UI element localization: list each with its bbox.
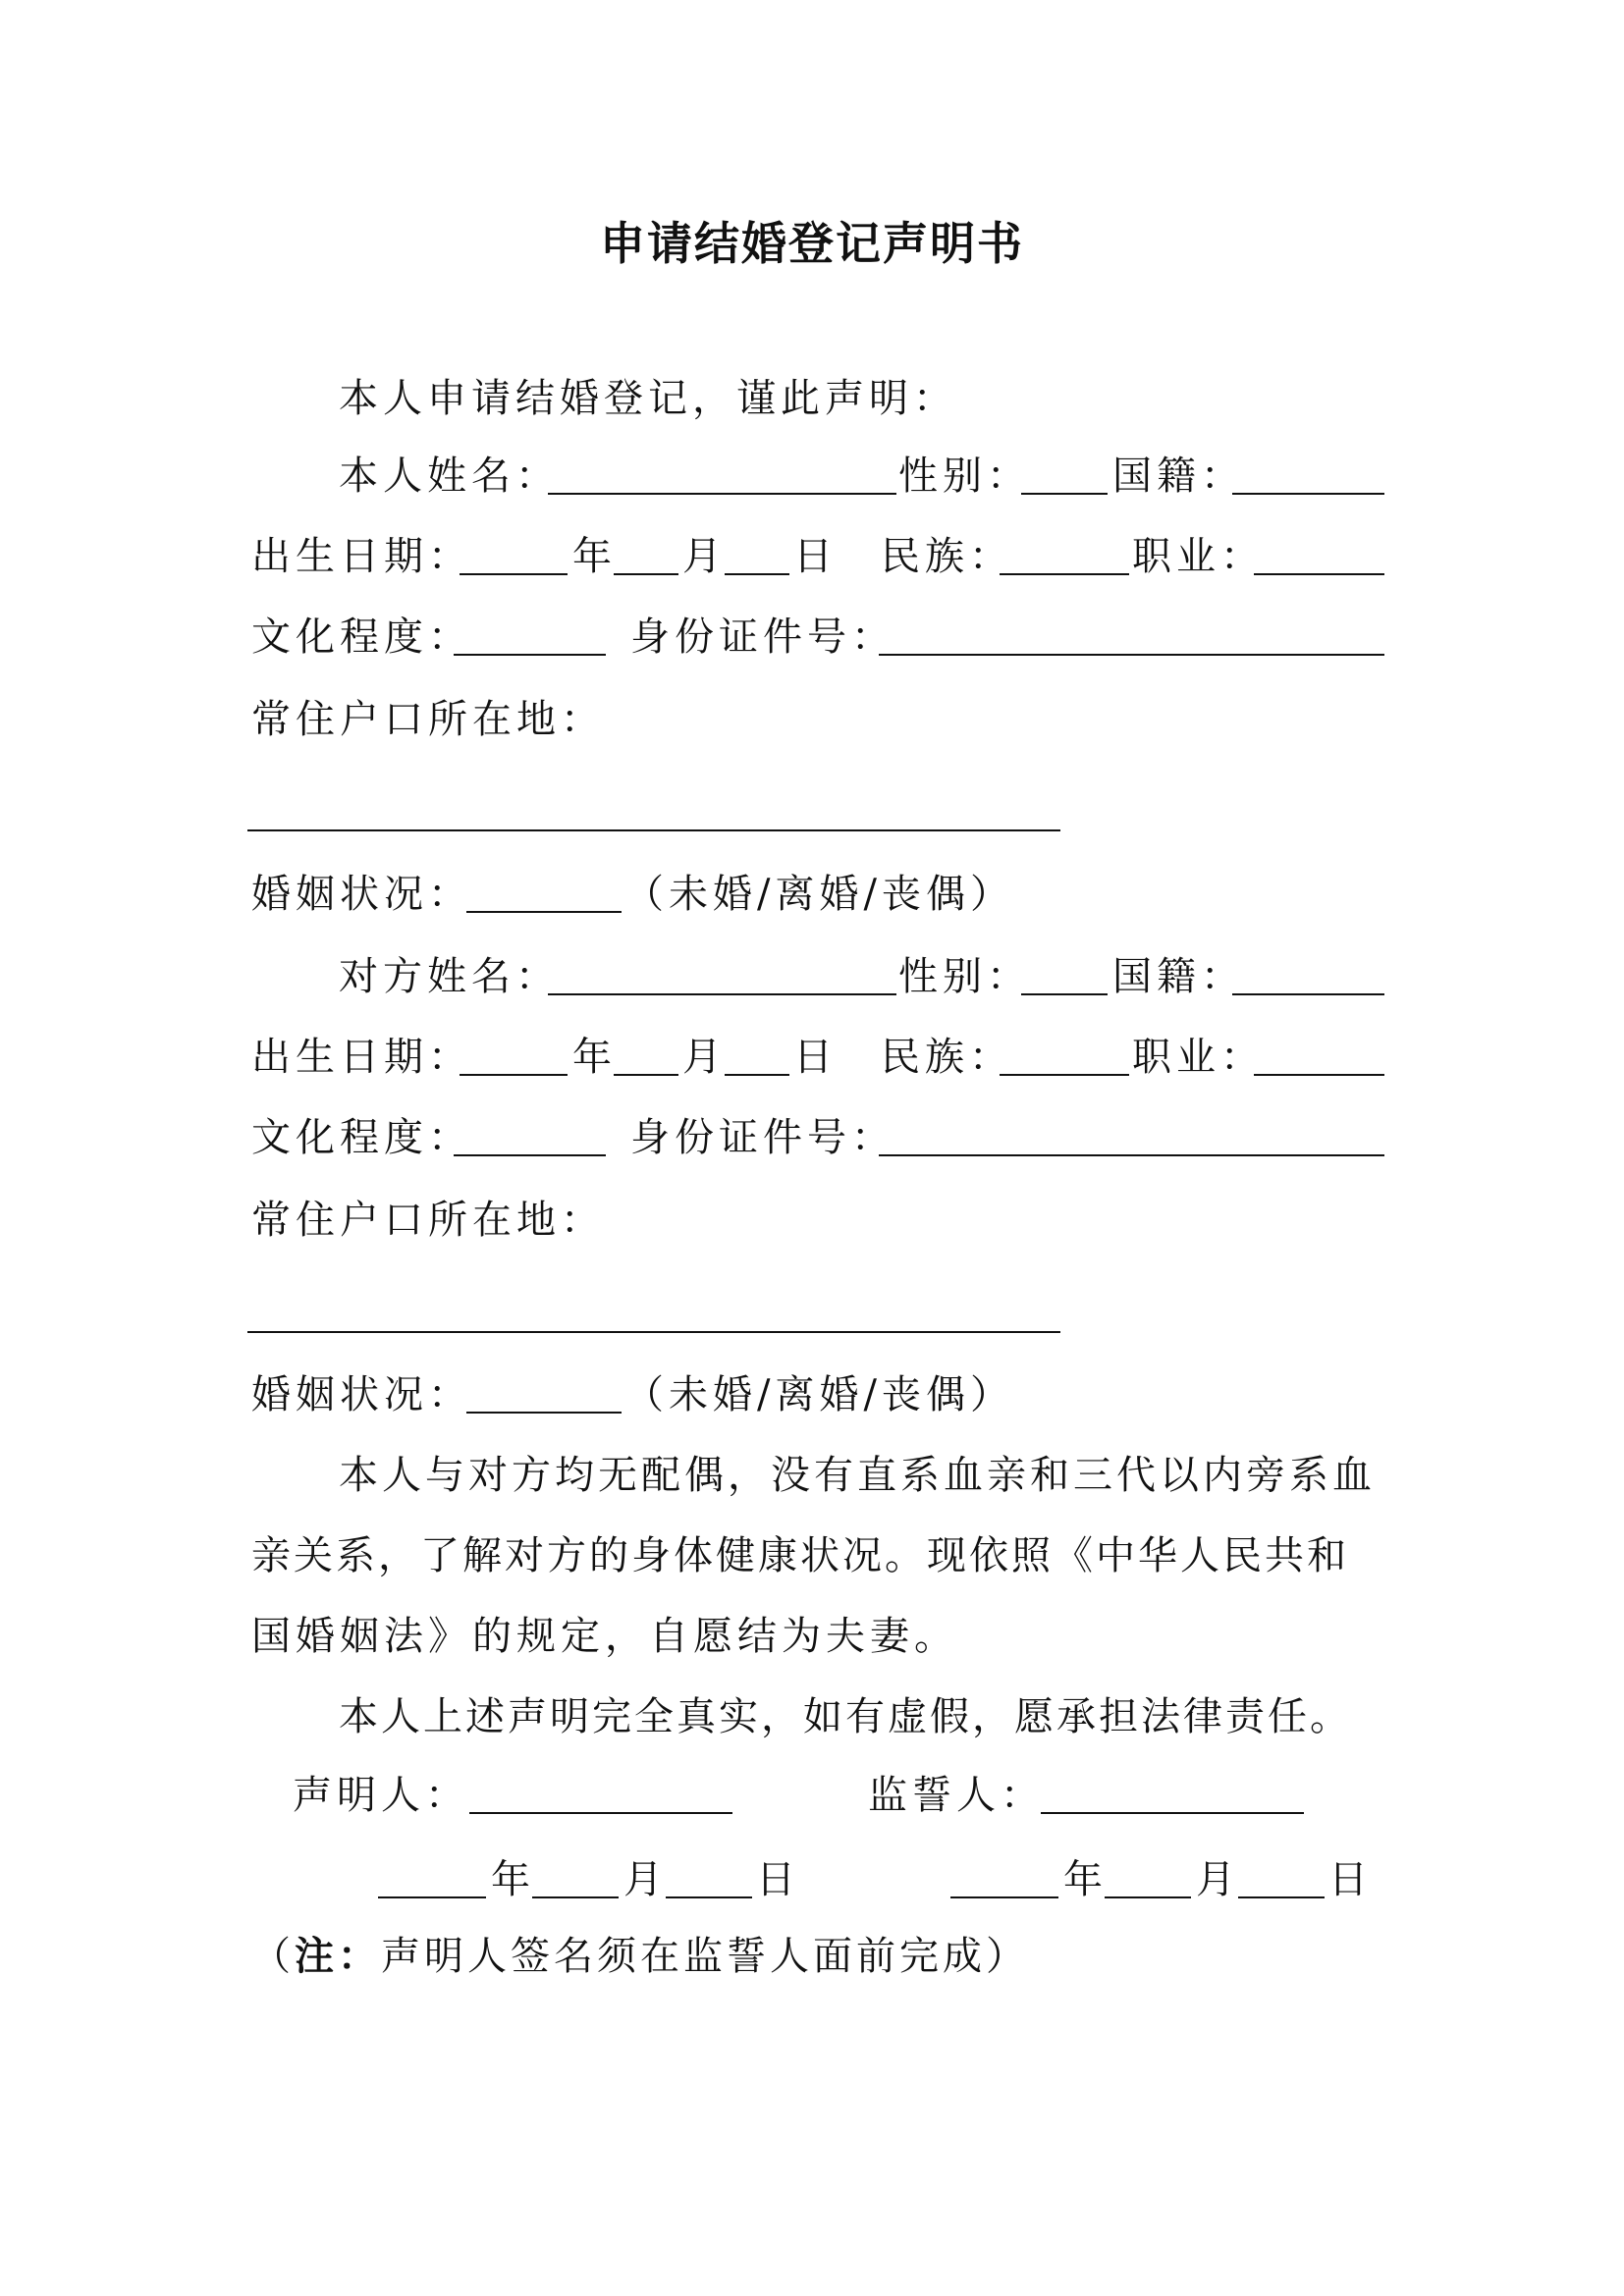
declarant-label: 声明人：	[293, 1773, 469, 1818]
declaration-text-2: 亲关系，了解对方的身体健康状况。现依照《中华人民共和	[251, 1533, 1349, 1578]
supervisor-signature-field[interactable]	[1041, 1812, 1304, 1814]
partner-ethnicity-field[interactable]	[1000, 1074, 1129, 1076]
self-marital-options: （未婚/离婚/丧偶）	[624, 872, 1014, 917]
declaration-text-4: 本人上述声明完全真实，如有虚假，愿承担法律责任。	[339, 1694, 1352, 1739]
partner-nationality-label: 国籍：	[1112, 954, 1245, 999]
partner-birth-year-field[interactable]	[460, 1074, 568, 1076]
self-marital-label: 婚姻状况：	[251, 872, 472, 917]
supervisor-label: 监誓人：	[868, 1773, 1045, 1818]
self-nationality-field[interactable]	[1232, 493, 1384, 495]
self-residence-row	[0, 690, 1624, 749]
supervisor-day-field[interactable]	[1238, 1896, 1325, 1898]
partner-month-unit: 月	[682, 1035, 727, 1080]
partner-name-field[interactable]	[548, 993, 896, 995]
self-month-unit: 月	[682, 534, 727, 579]
supervisor-year-field[interactable]	[950, 1896, 1058, 1898]
self-birth-row	[0, 527, 1624, 586]
self-residence-field[interactable]	[247, 829, 1060, 831]
self-id-label: 身份证件号：	[630, 614, 895, 660]
declarant-day-unit: 日	[756, 1857, 800, 1902]
self-birth-label: 出生日期：	[251, 534, 472, 579]
partner-day-unit: 日	[793, 1035, 838, 1080]
note-bold-label: 注：	[295, 1934, 381, 1979]
partner-id-field[interactable]	[879, 1154, 1384, 1156]
partner-education-row	[0, 1108, 1624, 1167]
note-body: 声明人签名须在监誓人面前完成）	[381, 1934, 1029, 1979]
partner-ethnicity-label: 民族：	[881, 1035, 1013, 1080]
partner-birth-day-field[interactable]	[725, 1074, 789, 1076]
page-title: 申请结婚登记声明书	[600, 217, 1024, 270]
partner-nationality-field[interactable]	[1232, 993, 1384, 995]
self-gender-field[interactable]	[1021, 493, 1108, 495]
self-ethnicity-field[interactable]	[1000, 573, 1129, 575]
declaration-line-4	[0, 1687, 1624, 1746]
partner-birth-row	[0, 1028, 1624, 1087]
declarant-year-field[interactable]	[378, 1896, 486, 1898]
self-name-row	[0, 447, 1624, 506]
supervisor-year-unit: 年	[1063, 1857, 1108, 1902]
partner-birth-label: 出生日期：	[251, 1035, 472, 1080]
partner-birth-month-field[interactable]	[614, 1074, 678, 1076]
partner-education-label: 文化程度：	[251, 1115, 472, 1160]
declarant-day-field[interactable]	[666, 1896, 752, 1898]
partner-education-field[interactable]	[454, 1154, 606, 1156]
intro-line	[0, 369, 1624, 428]
self-ethnicity-label: 民族：	[881, 534, 1013, 579]
partner-gender-field[interactable]	[1021, 993, 1108, 995]
self-id-field[interactable]	[879, 654, 1384, 656]
self-education-row	[0, 608, 1624, 667]
self-gender-label: 性别：	[898, 454, 1031, 499]
supervisor-day-unit: 日	[1328, 1857, 1373, 1902]
self-occupation-field[interactable]	[1254, 573, 1384, 575]
partner-residence-row	[0, 1191, 1624, 1250]
self-marital-row	[0, 865, 1624, 924]
self-residence-label: 常住户口所在地：	[251, 697, 605, 742]
declaration-text-1: 本人与对方均无配偶，没有直系血亲和三代以内旁系血	[339, 1453, 1376, 1498]
partner-marital-label: 婚姻状况：	[251, 1372, 472, 1417]
self-education-label: 文化程度：	[251, 614, 472, 660]
partner-occupation-label: 职业：	[1132, 1035, 1265, 1080]
intro-text: 本人申请结婚登记，谨此声明：	[339, 376, 957, 421]
signature-row	[0, 1766, 1624, 1825]
partner-marital-options: （未婚/离婚/丧偶）	[624, 1372, 1014, 1417]
self-name-label: 本人姓名：	[339, 454, 560, 499]
declarant-month-unit: 月	[623, 1857, 668, 1902]
partner-name-row	[0, 947, 1624, 1006]
supervisor-month-unit: 月	[1196, 1857, 1240, 1902]
self-year-unit: 年	[572, 534, 617, 579]
declaration-text-3: 国婚姻法》的规定，自愿结为夫妻。	[251, 1614, 958, 1659]
self-occupation-label: 职业：	[1132, 534, 1265, 579]
self-marital-field[interactable]	[466, 911, 622, 913]
note-open-paren: （	[251, 1934, 295, 1979]
declaration-line-2	[0, 1526, 1624, 1585]
self-name-field[interactable]	[548, 493, 896, 495]
partner-marital-field[interactable]	[466, 1412, 622, 1414]
supervisor-month-field[interactable]	[1105, 1896, 1191, 1898]
partner-gender-label: 性别：	[898, 954, 1031, 999]
self-day-unit: 日	[793, 534, 838, 579]
note-text	[251, 1927, 1029, 1986]
partner-year-unit: 年	[572, 1035, 617, 1080]
declarant-signature-field[interactable]	[469, 1812, 732, 1814]
partner-marital-row	[0, 1365, 1624, 1424]
note-row	[0, 1927, 1624, 1986]
partner-occupation-field[interactable]	[1254, 1074, 1384, 1076]
self-nationality-label: 国籍：	[1112, 454, 1245, 499]
signature-date-row	[0, 1850, 1624, 1909]
declaration-line-1	[0, 1446, 1624, 1505]
self-education-field[interactable]	[454, 654, 606, 656]
self-birth-month-field[interactable]	[614, 573, 678, 575]
declaration-line-3	[0, 1607, 1624, 1666]
partner-name-label: 对方姓名：	[339, 954, 560, 999]
declarant-month-field[interactable]	[532, 1896, 619, 1898]
partner-residence-label: 常住户口所在地：	[251, 1198, 605, 1243]
partner-residence-field[interactable]	[247, 1331, 1060, 1333]
self-birth-year-field[interactable]	[460, 573, 568, 575]
self-birth-day-field[interactable]	[725, 573, 789, 575]
declarant-year-unit: 年	[491, 1857, 535, 1902]
partner-id-label: 身份证件号：	[630, 1115, 895, 1160]
